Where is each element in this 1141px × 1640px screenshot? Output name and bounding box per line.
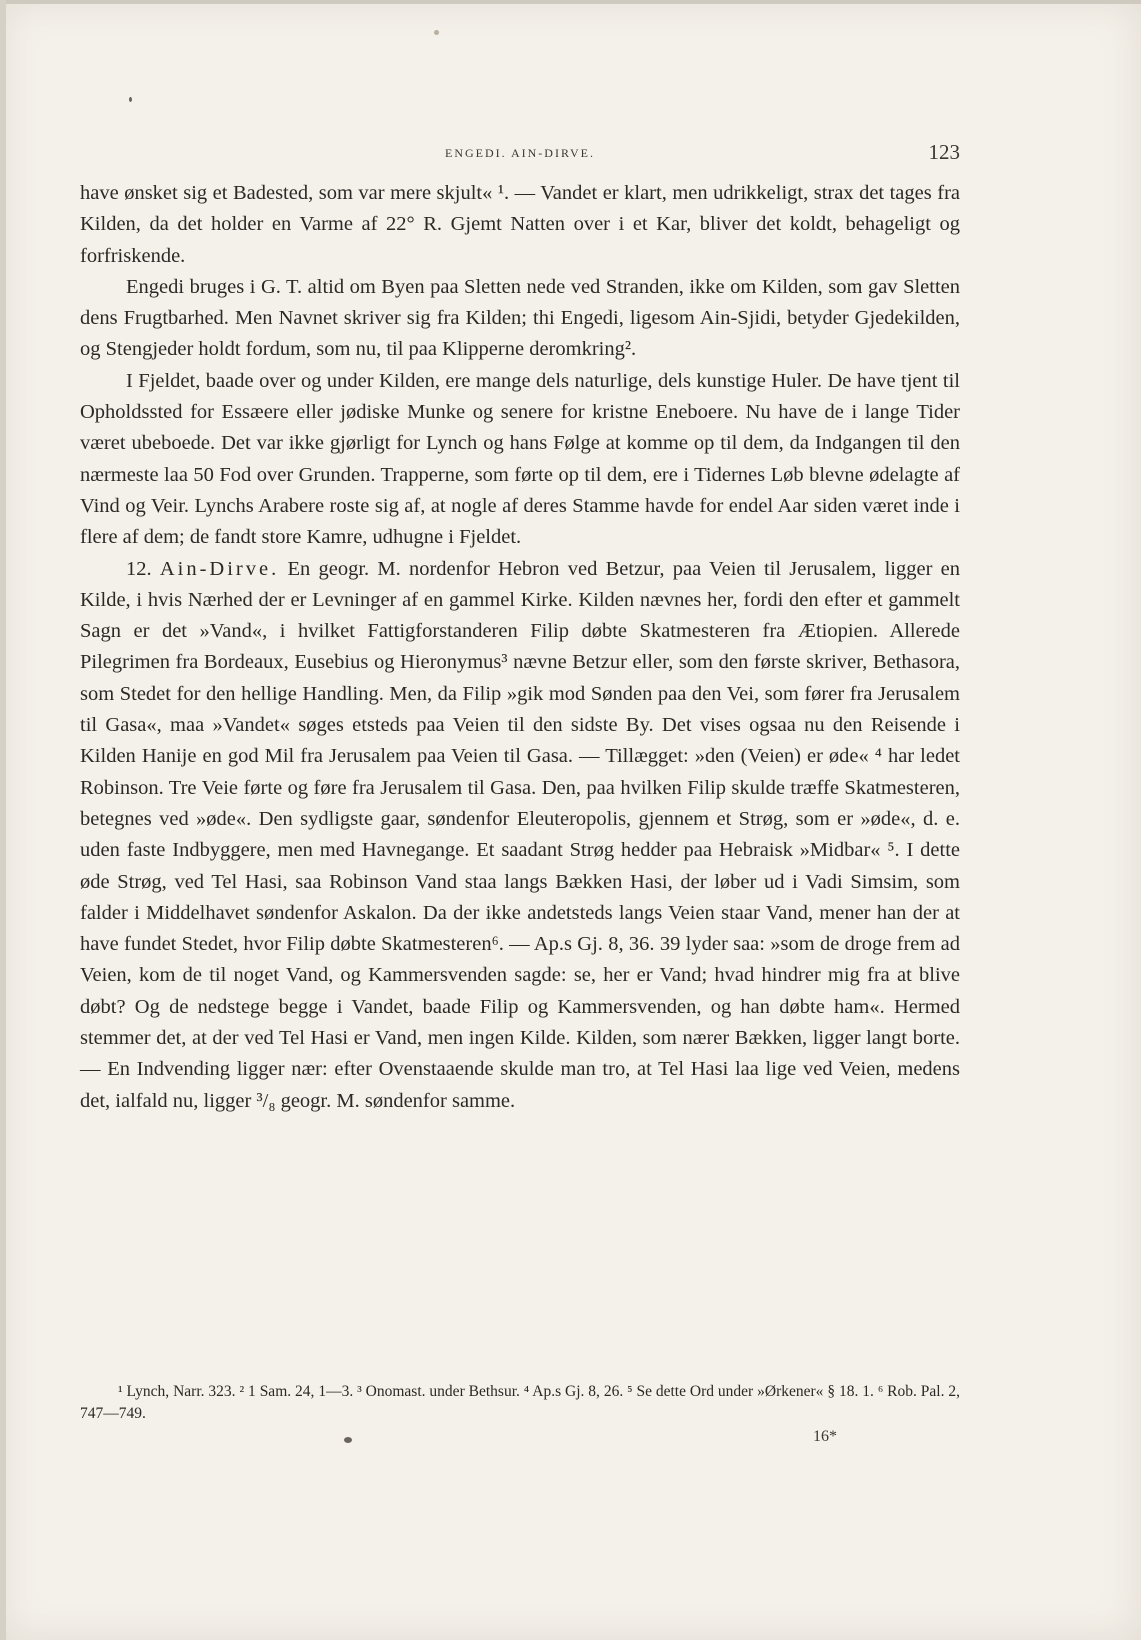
page-number: 123	[928, 140, 960, 164]
section-heading: Ain-Dirve.	[159, 557, 280, 580]
page-edge-left	[0, 0, 6, 1640]
section-number: 12.	[126, 557, 152, 580]
paper-speck	[434, 30, 439, 35]
footnotes	[80, 1381, 960, 1425]
footnote-text: ¹ Lynch, Narr. 323. ² 1 Sam. 24, 1—3. ³ Onomast. under Bethsur. ⁴ Ap.s Gj. 8, 26. ⁵ Se dette Ord under »Ørkener« § 18. 1. ⁶ Rob. Pal. 2, 747—749.	[80, 1383, 960, 1422]
running-title: ENGEDI. AIN-DIRVE.	[444, 146, 596, 160]
signature-mark: 16*	[813, 1428, 837, 1445]
body-text	[80, 178, 960, 1117]
paper-speck	[129, 97, 132, 102]
paragraph-2: Engedi bruges i G. T. altid om Byen paa Sletten nede ved Stranden, ikke om Kilden, som gav Sletten dens Frugtbarhed. Men Navnet skriver sig fra Kilden; thi Engedi, ligesom Ain-Sjidi, betyder Gjedekilden, og Stengjeder holdt fordum, som nu, til paa Klipperne deromkring².	[80, 275, 960, 361]
paper-speck	[344, 1437, 352, 1443]
paragraph-3: I Fjeldet, baade over og under Kilden, ere mange dels naturlige, dels kunstige Huler. De have tjent til Opholdssted for Essæere eller jødiske Munke og senere for kristne Eneboere. Nu have de i lange Tider været ubeboede. Det var ikke gjørligt for Lynch og hans Følge at komme op til dem, da Indgangen til den nærmeste laa 50 Fod over Grunden. Trapperne, som førte op til dem, ere i Tidernes Løb blevne ødelagte af Vind og Veir. Lynchs Arabere roste sig af, at nogle af deres Stamme havde for endel Aar siden været inde i flere af dem; de fandt store Kamre, udhugne i Fjeldet.	[80, 369, 960, 549]
page-header	[80, 140, 960, 168]
page-edge-top	[0, 0, 1141, 4]
section-12-paragraph	[80, 554, 960, 1117]
paragraph-1: have ønsket sig et Badested, som var mere skjult« ¹. — Vandet er klart, men udrikkeligt, strax det tages fra Kilden, da det holder en Varme af 22° R. Gjemt Natten over i et Kar, bliver det koldt, behageligt og forfriskende.	[80, 182, 960, 267]
section-text: En geogr. M. nordenfor Hebron ved Betzur, paa Veien til Jerusalem, ligger en Kilde, i hvis Nærhed der er Levninger af en gammel Kirke. Kilden nævnes her, fordi den efter et gammelt Sagn er det »Vand«, i hvilket Fattigforstanderen Filip døbte Skatmesteren fra Ætiopien. Allerede Pilegrimen fra Bordeaux, Eusebius og Hieronymus³ nævne Betzur eller, som den første skriver, Bethasora, som Stedet for den hellige Handling. Men, da Filip »gik mod Sønden paa den Vei, som fører fra Jerusalem til Gasa«, maa »Vandet« søges etsteds paa Veien til den sidste By. Det vises ogsaa nu den Reisende i Kilden Hanije en god Mil fra Jerusalem paa Veien til Gasa. — Tillægget: »den (Veien) er øde« ⁴ har ledet Robinson. Tre Veie førte og føre fra Jerusalem til Gasa. Den, paa hvilken Filip skulde træffe Skatmesteren, betegnes ved »øde«. Den sydligste gaar, søndenfor Eleuteropolis, gjennem et Strøg, som er »øde«, d. e. uden faste Indbyggere, men med Havnegange. Et saadant Strøg hedder paa Hebraisk »Midbar« ⁵. I dette øde Strøg, ved Tel Hasi, saa Robinson Vand staa langs Bækken Hasi, der løber ud i Vadi Simsim, som falder i Middelhavet søndenfor Askalon. Da der ikke andetsteds langs Veien staar Vand, mener han der at have fundet Stedet, hvor Filip døbte Skatmesteren⁶. — Ap.s Gj. 8, 36. 39 lyder saa: »som de droge frem ad Veien, kom de til noget Vand, og Kammersvenden sagde: se, her er Vand; hvad hindrer mig fra at blive døbt? Og de nedstege begge i Vandet, baade Filip og Kammersvenden, og han døbte ham«. Hermed stemmer det, at der ved Tel Hasi er Vand, men ingen Kilde. Kilden, som nærer Bækken, ligger langt borte. — En Indvending ligger nær: efter Ovenstaaende skulde man tro, at Tel Hasi laa lige ved Veien, medens det, ialfald nu, ligger ³/₈ geogr. M. søndenfor samme.	[80, 557, 961, 1112]
